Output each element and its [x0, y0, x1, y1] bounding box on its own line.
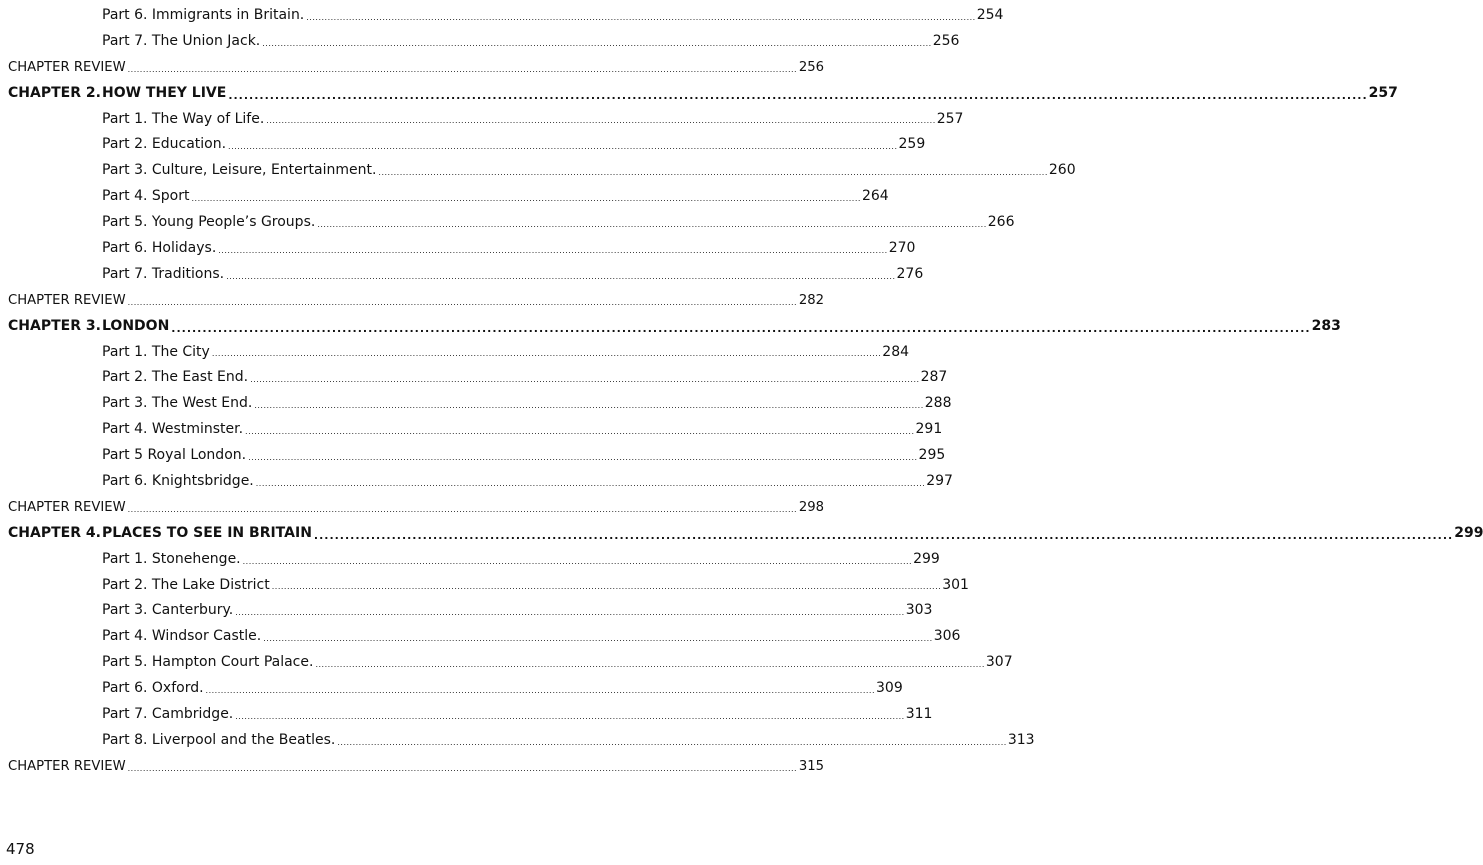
- toc-review-entry: [8, 495, 825, 521]
- toc-entry-title: Part 5. Hampton Court Palace.: [102, 654, 314, 671]
- toc-entry-title: Part 1. The Way of Life.: [102, 110, 265, 127]
- dot-leader: ............................................................................................................................................................................................................................: [263, 634, 933, 644]
- toc-review-entry: [8, 55, 825, 81]
- toc-page-number: 257: [936, 110, 964, 127]
- toc-page-number: 266: [987, 214, 1015, 231]
- toc-entry-title: Part 3. Culture, Leisure, Entertainment.: [102, 162, 377, 179]
- dot-leader: ............................................................................................................................................................................................................................: [228, 88, 1368, 102]
- toc-entry-title: Part 2. The East End.: [102, 369, 249, 386]
- toc-entry-title: Part 3. The West End.: [102, 395, 253, 412]
- dot-leader: ............................................................................................................................................................................................................................: [127, 763, 798, 773]
- toc-entry-title: CHAPTER REVIEW: [8, 292, 126, 308]
- toc-page-number: 287: [920, 369, 948, 386]
- toc-part-entry: [8, 391, 952, 417]
- toc-page-number: 254: [976, 7, 1004, 23]
- toc-page-number: 299: [913, 550, 940, 567]
- toc-part-entry: [8, 547, 940, 573]
- toc-page-number: 259: [898, 136, 926, 153]
- toc-part-entry: [8, 624, 961, 650]
- toc-part-entry: [8, 210, 1015, 236]
- toc-part-entry: [8, 702, 933, 728]
- dot-leader: ............................................................................................................................................................................................................................: [127, 64, 798, 74]
- toc-page-number: 298: [798, 499, 825, 515]
- toc-entry-title: Part 7. Cambridge.: [102, 706, 234, 723]
- toc-review-entry: [8, 754, 825, 780]
- toc-part-entry: [8, 184, 889, 210]
- dot-leader: ............................................................................................................................................................................................................................: [254, 401, 924, 411]
- dot-leader: ............................................................................................................................................................................................................................: [317, 220, 987, 230]
- toc-entry-title: [8, 314, 169, 340]
- toc-part-entry: [8, 365, 948, 391]
- toc-entry-title: Part 5 Royal London.: [102, 447, 247, 464]
- dot-leader: ............................................................................................................................................................................................................................: [313, 528, 1454, 542]
- toc-page-number: 299: [1454, 524, 1483, 541]
- toc-page-number: 270: [888, 240, 916, 257]
- toc-entry-title: Part 7. The Union Jack.: [102, 32, 261, 49]
- toc-part-entry: [8, 417, 943, 443]
- dot-leader: ............................................................................................................................................................................................................................: [315, 660, 985, 670]
- toc-chapter-entry: [8, 521, 1483, 547]
- toc-entry-title: Part 3. Canterbury.: [102, 602, 234, 619]
- toc-part-entry: [8, 340, 910, 366]
- toc-entry-title: Part 7. Traditions.: [102, 265, 225, 282]
- toc-part-entry: [8, 29, 960, 55]
- toc-part-entry: [8, 107, 964, 133]
- dot-leader: ............................................................................................................................................................................................................................: [250, 375, 920, 385]
- toc-review-entry: [8, 288, 825, 314]
- toc-entry-title: Part 4. Sport: [102, 188, 190, 205]
- dot-leader: ............................................................................................................................................................................................................................: [235, 711, 905, 721]
- dot-leader: ............................................................................................................................................................................................................................: [255, 478, 926, 488]
- toc-entry-title: Part 5. Young People’s Groups.: [102, 214, 316, 231]
- toc-page-number: 284: [882, 343, 910, 360]
- toc-part-entry: [8, 132, 926, 158]
- dot-leader: ............................................................................................................................................................................................................................: [242, 556, 913, 566]
- dot-leader: ............................................................................................................................................................................................................................: [171, 321, 1311, 335]
- toc-page-number: 301: [942, 576, 969, 593]
- dot-leader: ............................................................................................................................................................................................................................: [235, 608, 905, 618]
- toc-part-entry: [8, 469, 953, 495]
- toc-entry-title: [8, 521, 312, 547]
- toc-page-number: 307: [985, 654, 1013, 671]
- dot-leader: ............................................................................................................................................................................................................................: [127, 504, 798, 514]
- toc-page-number: 306: [933, 628, 961, 645]
- dot-leader: ............................................................................................................................................................................................................................: [262, 38, 932, 48]
- toc-page-number: 295: [918, 447, 946, 464]
- toc-page-number: 297: [926, 473, 953, 490]
- toc-entry-title: Part 1. Stonehenge.: [102, 550, 241, 567]
- toc-entry-title: CHAPTER REVIEW: [8, 758, 126, 774]
- dot-leader: ............................................................................................................................................................................................................................: [205, 686, 875, 696]
- toc-entry-title: Part 4. Windsor Castle.: [102, 628, 262, 645]
- table-of-contents: [8, 3, 1483, 780]
- chapter-title: LONDON: [102, 317, 170, 334]
- toc-entry-title: Part 2. The Lake District: [102, 576, 270, 593]
- toc-page-number: 311: [905, 706, 933, 723]
- dot-leader: ............................................................................................................................................................................................................................: [378, 168, 1048, 178]
- dot-leader: ............................................................................................................................................................................................................................: [127, 297, 798, 307]
- toc-page-number: 288: [924, 395, 952, 412]
- dot-leader: ............................................................................................................................................................................................................................: [271, 582, 942, 592]
- toc-entry-title: CHAPTER REVIEW: [8, 499, 126, 515]
- toc-page-number: 313: [1007, 731, 1035, 748]
- toc-chapter-entry: [8, 314, 1341, 340]
- dot-leader: ............................................................................................................................................................................................................................: [306, 12, 976, 22]
- toc-page-number: 282: [798, 292, 825, 308]
- toc-page-number: 283: [1311, 317, 1341, 334]
- toc-page-number: 276: [896, 265, 924, 282]
- toc-part-entry: [8, 262, 924, 288]
- toc-entry-title: Part 8. Liverpool and the Beatles.: [102, 731, 336, 748]
- toc-page-number: 315: [798, 758, 825, 774]
- toc-part-entry: [8, 650, 1013, 676]
- toc-entry-title: Part 6. Holidays.: [102, 240, 217, 257]
- toc-page-number: 264: [861, 188, 889, 205]
- toc-entry-title: Part 2. Education.: [102, 136, 227, 153]
- toc-part-entry: [8, 728, 1035, 754]
- chapter-number: CHAPTER 3.: [8, 317, 101, 334]
- toc-part-entry: [8, 676, 903, 702]
- chapter-title: HOW THEY LIVE: [102, 84, 227, 101]
- toc-page-number: 291: [915, 421, 943, 438]
- toc-entry-title: Part 6. Oxford.: [102, 680, 204, 697]
- toc-entry-title: Part 6. Knightsbridge.: [102, 473, 254, 490]
- toc-entry-title: Part 6. Immigrants in Britain.: [102, 7, 305, 23]
- dot-leader: ............................................................................................................................................................................................................................: [211, 349, 882, 359]
- toc-part-entry: [8, 236, 916, 262]
- toc-page-number: 309: [876, 680, 903, 697]
- dot-leader: ............................................................................................................................................................................................................................: [226, 271, 896, 281]
- toc-entry-title: Part 1. The City: [102, 343, 210, 360]
- chapter-number: CHAPTER 2.: [8, 84, 101, 101]
- toc-page-number: 257: [1368, 84, 1398, 101]
- toc-part-entry: [8, 598, 933, 624]
- toc-part-entry: [8, 573, 969, 599]
- toc-part-entry: [8, 443, 946, 469]
- toc-page-number: 260: [1048, 162, 1076, 179]
- dot-leader: ............................................................................................................................................................................................................................: [266, 116, 936, 126]
- page-number: 478: [6, 840, 35, 858]
- toc-entry-title: Part 4. Westminster.: [102, 421, 244, 438]
- toc-page-number: 303: [905, 602, 933, 619]
- dot-leader: ............................................................................................................................................................................................................................: [337, 737, 1007, 747]
- toc-entry-title: [8, 81, 226, 107]
- dot-leader: ............................................................................................................................................................................................................................: [248, 453, 918, 463]
- dot-leader: ............................................................................................................................................................................................................................: [245, 427, 915, 437]
- chapter-number: CHAPTER 4.: [8, 524, 101, 541]
- dot-leader: ............................................................................................................................................................................................................................: [228, 142, 898, 152]
- toc-entry-title: CHAPTER REVIEW: [8, 59, 126, 75]
- toc-part-entry: [8, 3, 1004, 29]
- toc-page-number: 256: [932, 32, 960, 49]
- dot-leader: ............................................................................................................................................................................................................................: [191, 194, 861, 204]
- toc-chapter-entry: [8, 81, 1398, 107]
- dot-leader: ............................................................................................................................................................................................................................: [218, 245, 888, 255]
- toc-page-number: 256: [798, 59, 825, 75]
- toc-part-entry: [8, 158, 1076, 184]
- chapter-title: PLACES TO SEE IN BRITAIN: [102, 524, 312, 541]
